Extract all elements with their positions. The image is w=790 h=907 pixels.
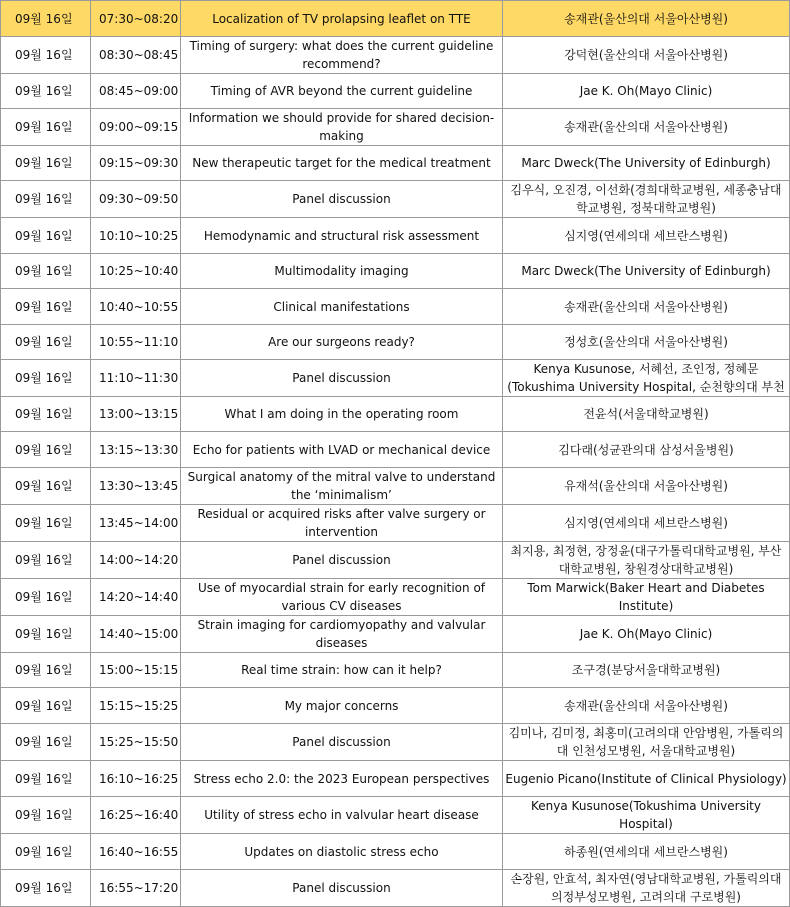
schedule-row bbox=[1, 579, 790, 616]
schedule-row bbox=[1, 870, 790, 907]
schedule-row bbox=[1, 325, 790, 360]
session-speaker: 조구경(분당서울대학교병원) bbox=[503, 653, 790, 688]
schedule-row bbox=[1, 505, 790, 542]
session-date: 09월 16일 bbox=[1, 1, 91, 37]
session-speaker: Kenya Kusunose(Tokushima University Hospital) bbox=[503, 797, 790, 834]
session-title: Timing of AVR beyond the current guideline bbox=[181, 74, 503, 109]
session-date: 09월 16일 bbox=[1, 761, 91, 797]
session-speaker: Tom Marwick(Baker Heart and Diabetes Institute) bbox=[503, 579, 790, 616]
session-date: 09월 16일 bbox=[1, 653, 91, 688]
session-title: New therapeutic target for the medical treatment bbox=[181, 146, 503, 181]
session-time: 16:10~16:25 bbox=[91, 761, 181, 797]
session-time: 16:55~17:20 bbox=[91, 870, 181, 907]
session-title: Real time strain: how can it help? bbox=[181, 653, 503, 688]
session-date: 09월 16일 bbox=[1, 724, 91, 761]
session-title: Panel discussion bbox=[181, 360, 503, 397]
session-title: What I am doing in the operating room bbox=[181, 397, 503, 432]
session-time: 13:30~13:45 bbox=[91, 468, 181, 505]
session-title: Localization of TV prolapsing leaflet on TTE bbox=[181, 1, 503, 37]
schedule-row bbox=[1, 218, 790, 254]
session-time: 10:10~10:25 bbox=[91, 218, 181, 254]
session-speaker: 전윤석(서울대학교병원) bbox=[503, 397, 790, 432]
schedule-row bbox=[1, 181, 790, 218]
session-speaker: Jae K. Oh(Mayo Clinic) bbox=[503, 616, 790, 653]
schedule-row bbox=[1, 797, 790, 834]
session-title: Surgical anatomy of the mitral valve to understand the ‘minimalism’ bbox=[181, 468, 503, 505]
session-title: Clinical manifestations bbox=[181, 289, 503, 325]
session-time: 10:25~10:40 bbox=[91, 254, 181, 289]
schedule-row bbox=[1, 289, 790, 325]
session-time: 13:45~14:00 bbox=[91, 505, 181, 542]
schedule-row bbox=[1, 432, 790, 468]
session-date: 09월 16일 bbox=[1, 542, 91, 579]
schedule-row bbox=[1, 1, 790, 37]
session-time: 14:40~15:00 bbox=[91, 616, 181, 653]
session-time: 07:30~08:20 bbox=[91, 1, 181, 37]
session-title: Updates on diastolic stress echo bbox=[181, 834, 503, 870]
schedule-row bbox=[1, 688, 790, 724]
session-speaker: 김다래(성균관의대 삼성서울병원) bbox=[503, 432, 790, 468]
session-time: 09:15~09:30 bbox=[91, 146, 181, 181]
session-title: Information we should provide for shared decision-making bbox=[181, 109, 503, 146]
schedule-row bbox=[1, 616, 790, 653]
session-speaker: 송재관(울산의대 서울아산병원) bbox=[503, 688, 790, 724]
schedule-row bbox=[1, 397, 790, 432]
session-speaker: 손장원, 안효석, 최자연(영남대학교병원, 가톨릭의대 의정부성모병원, 고려의대 구로병원) bbox=[503, 870, 790, 907]
session-speaker: 심지영(연세의대 세브란스병원) bbox=[503, 505, 790, 542]
session-title: Residual or acquired risks after valve surgery or intervention bbox=[181, 505, 503, 542]
schedule-row bbox=[1, 542, 790, 579]
schedule-row bbox=[1, 74, 790, 109]
session-speaker: 송재관(울산의대 서울아산병원) bbox=[503, 1, 790, 37]
session-date: 09월 16일 bbox=[1, 397, 91, 432]
session-title: Panel discussion bbox=[181, 724, 503, 761]
schedule-row bbox=[1, 834, 790, 870]
session-title: Hemodynamic and structural risk assessment bbox=[181, 218, 503, 254]
session-speaker: 강덕현(울산의대 서울아산병원) bbox=[503, 37, 790, 74]
session-speaker: Jae K. Oh(Mayo Clinic) bbox=[503, 74, 790, 109]
schedule-row bbox=[1, 360, 790, 397]
session-title: Timing of surgery: what does the current guideline recommend? bbox=[181, 37, 503, 74]
session-time: 14:00~14:20 bbox=[91, 542, 181, 579]
session-date: 09월 16일 bbox=[1, 254, 91, 289]
session-time: 11:10~11:30 bbox=[91, 360, 181, 397]
session-title: Are our surgeons ready? bbox=[181, 325, 503, 360]
session-date: 09월 16일 bbox=[1, 37, 91, 74]
session-title: My major concerns bbox=[181, 688, 503, 724]
session-date: 09월 16일 bbox=[1, 325, 91, 360]
session-speaker: 유재석(울산의대 서울아산병원) bbox=[503, 468, 790, 505]
session-date: 09월 16일 bbox=[1, 870, 91, 907]
session-date: 09월 16일 bbox=[1, 181, 91, 218]
session-title: Utility of stress echo in valvular heart disease bbox=[181, 797, 503, 834]
session-date: 09월 16일 bbox=[1, 360, 91, 397]
schedule-row bbox=[1, 761, 790, 797]
session-time: 10:40~10:55 bbox=[91, 289, 181, 325]
session-date: 09월 16일 bbox=[1, 289, 91, 325]
session-date: 09월 16일 bbox=[1, 797, 91, 834]
session-date: 09월 16일 bbox=[1, 468, 91, 505]
schedule-row bbox=[1, 254, 790, 289]
session-date: 09월 16일 bbox=[1, 74, 91, 109]
session-speaker: Marc Dweck(The University of Edinburgh) bbox=[503, 254, 790, 289]
session-time: 13:15~13:30 bbox=[91, 432, 181, 468]
session-time: 15:25~15:50 bbox=[91, 724, 181, 761]
session-time: 08:45~09:00 bbox=[91, 74, 181, 109]
schedule-body bbox=[1, 1, 790, 907]
session-time: 10:55~11:10 bbox=[91, 325, 181, 360]
session-title: Multimodality imaging bbox=[181, 254, 503, 289]
session-date: 09월 16일 bbox=[1, 146, 91, 181]
session-title: Panel discussion bbox=[181, 870, 503, 907]
schedule-row bbox=[1, 37, 790, 74]
session-speaker: 하종원(연세의대 세브란스병원) bbox=[503, 834, 790, 870]
session-title: Use of myocardial strain for early recognition of various CV diseases bbox=[181, 579, 503, 616]
session-title: Strain imaging for cardiomyopathy and valvular diseases bbox=[181, 616, 503, 653]
session-title: Stress echo 2.0: the 2023 European perspectives bbox=[181, 761, 503, 797]
session-speaker: Kenya Kusunose, 서혜선, 조인정, 정혜문(Tokushima University Hospital, 순천향의대 부천 bbox=[503, 360, 790, 397]
schedule-row bbox=[1, 724, 790, 761]
schedule-row bbox=[1, 653, 790, 688]
session-speaker: 최지용, 최정현, 장정윤(대구가톨릭대학교병원, 부산대학교병원, 창원경상대학교병원) bbox=[503, 542, 790, 579]
schedule-row bbox=[1, 468, 790, 505]
session-date: 09월 16일 bbox=[1, 505, 91, 542]
session-date: 09월 16일 bbox=[1, 688, 91, 724]
session-time: 09:30~09:50 bbox=[91, 181, 181, 218]
session-date: 09월 16일 bbox=[1, 834, 91, 870]
session-speaker: 정성호(울산의대 서울아산병원) bbox=[503, 325, 790, 360]
session-time: 08:30~08:45 bbox=[91, 37, 181, 74]
session-time: 15:15~15:25 bbox=[91, 688, 181, 724]
session-time: 09:00~09:15 bbox=[91, 109, 181, 146]
schedule-row bbox=[1, 146, 790, 181]
session-speaker: Eugenio Picano(Institute of Clinical Physiology) bbox=[503, 761, 790, 797]
session-date: 09월 16일 bbox=[1, 109, 91, 146]
session-speaker: 송재관(울산의대 서울아산병원) bbox=[503, 289, 790, 325]
session-speaker: 김우식, 오진경, 이선화(경희대학교병원, 세종충남대학교병원, 정북대학교병원) bbox=[503, 181, 790, 218]
session-date: 09월 16일 bbox=[1, 579, 91, 616]
session-time: 16:25~16:40 bbox=[91, 797, 181, 834]
session-title: Panel discussion bbox=[181, 181, 503, 218]
session-speaker: Marc Dweck(The University of Edinburgh) bbox=[503, 146, 790, 181]
session-time: 13:00~13:15 bbox=[91, 397, 181, 432]
session-speaker: 김미나, 김미정, 최홍미(고려의대 안암병원, 가톨릭의대 인천성모병원, 서울대학교병원) bbox=[503, 724, 790, 761]
schedule-row bbox=[1, 109, 790, 146]
session-date: 09월 16일 bbox=[1, 218, 91, 254]
session-date: 09월 16일 bbox=[1, 616, 91, 653]
session-speaker: 송재관(울산의대 서울아산병원) bbox=[503, 109, 790, 146]
session-time: 14:20~14:40 bbox=[91, 579, 181, 616]
session-title: Panel discussion bbox=[181, 542, 503, 579]
session-date: 09월 16일 bbox=[1, 432, 91, 468]
session-time: 15:00~15:15 bbox=[91, 653, 181, 688]
session-title: Echo for patients with LVAD or mechanical device bbox=[181, 432, 503, 468]
session-time: 16:40~16:55 bbox=[91, 834, 181, 870]
session-speaker: 심지영(연세의대 세브란스병원) bbox=[503, 218, 790, 254]
